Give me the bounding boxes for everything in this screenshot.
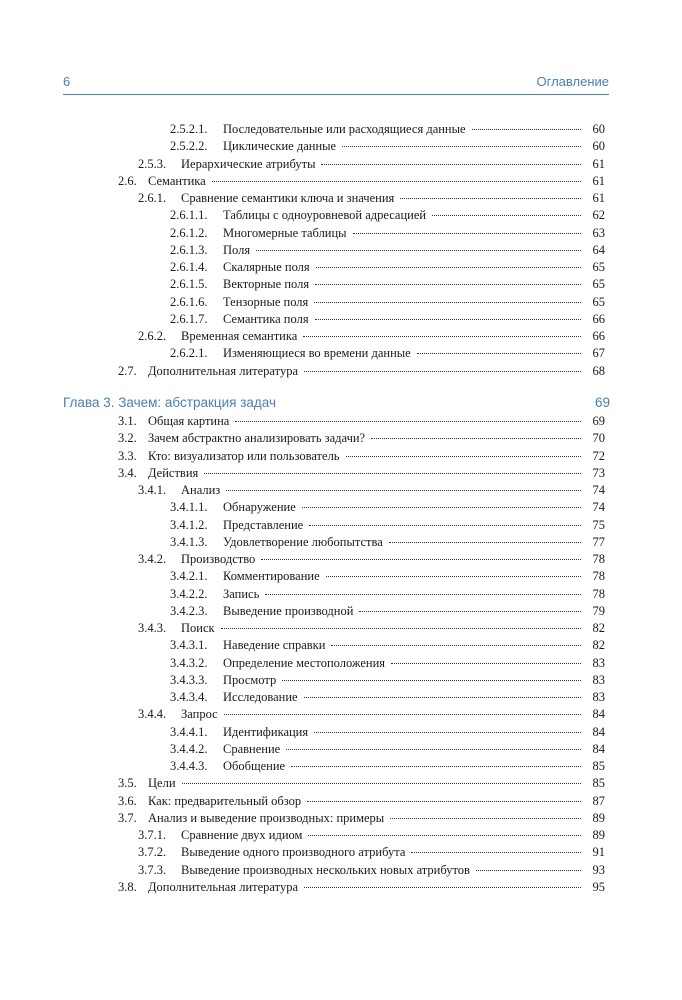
toc-entry-title: Поля bbox=[223, 242, 251, 257]
dot-leader bbox=[286, 748, 581, 750]
dot-leader bbox=[182, 782, 581, 784]
toc-entry-page: 77 bbox=[592, 534, 605, 549]
toc-entry[interactable] bbox=[118, 173, 605, 189]
toc-entry-title: Сравнение bbox=[223, 741, 281, 756]
toc-entry-title: Анализ и выведение производных: примеры bbox=[148, 810, 385, 825]
toc-entry[interactable] bbox=[138, 551, 605, 567]
toc-entry-number: 3.4.1.3. bbox=[170, 534, 208, 549]
toc-entry[interactable] bbox=[170, 138, 605, 154]
toc-entry-number: 3.1. bbox=[118, 414, 137, 428]
toc-entry[interactable] bbox=[170, 655, 605, 671]
dot-leader bbox=[291, 765, 581, 767]
toc-entry-page: 68 bbox=[592, 363, 605, 378]
toc-entry[interactable] bbox=[170, 603, 605, 619]
dot-leader bbox=[315, 283, 581, 285]
toc-entry-number: 3.6. bbox=[118, 793, 137, 808]
toc-entry-title: Выведение производных нескольких новых атрибутов bbox=[181, 862, 470, 877]
toc-entry-title: Выведение одного производного атрибута bbox=[181, 845, 406, 860]
toc-entry[interactable] bbox=[138, 620, 605, 636]
dot-leader bbox=[314, 731, 581, 733]
toc-entry-number: 3.4.2.2. bbox=[170, 586, 208, 601]
toc-entry-page: 85 bbox=[592, 759, 605, 773]
toc-entry[interactable] bbox=[138, 827, 605, 843]
dot-leader bbox=[315, 318, 581, 320]
toc-entry-number: 3.8. bbox=[118, 879, 137, 894]
toc-entry-page: 63 bbox=[592, 225, 605, 240]
toc-entry[interactable] bbox=[118, 448, 605, 464]
toc-entry-title: Как: предварительный обзор bbox=[148, 793, 302, 808]
chapter-title: Глава 3. Зачем: абстракция задач bbox=[63, 395, 277, 410]
toc-entry-title: Представление bbox=[223, 517, 304, 532]
dot-leader bbox=[359, 610, 581, 612]
toc-entry-page: 84 bbox=[592, 724, 605, 739]
dot-leader bbox=[389, 541, 581, 543]
toc-entry-title: Изменяющиеся во времени данные bbox=[223, 346, 411, 361]
dot-leader bbox=[309, 524, 581, 526]
toc-entry-number: 3.4.2. bbox=[138, 552, 167, 566]
toc-entry-title: Иерархические атрибуты bbox=[181, 156, 316, 171]
toc-entry-title: Обнаружение bbox=[223, 500, 296, 515]
toc-entry-page: 83 bbox=[592, 690, 605, 704]
toc-entry-number: 2.6.1.6. bbox=[170, 294, 208, 309]
toc-entry-title: Кто: визуализатор или пользователь bbox=[148, 448, 340, 463]
toc-entry-number: 3.4.1. bbox=[138, 483, 167, 497]
toc-entry-page: 83 bbox=[592, 655, 605, 670]
toc-entry-title: Обобщение bbox=[223, 759, 286, 773]
toc-entry-title: Исследование bbox=[223, 690, 298, 704]
toc-entry-page: 78 bbox=[592, 586, 605, 601]
toc-entry-title: Запись bbox=[223, 586, 260, 601]
dot-leader bbox=[212, 180, 581, 182]
toc-entry[interactable] bbox=[170, 586, 605, 602]
dot-leader bbox=[411, 851, 581, 853]
toc-entry-number: 3.4. bbox=[118, 465, 137, 480]
toc-entry[interactable] bbox=[118, 775, 605, 791]
toc-entry-number: 3.4.4.1. bbox=[170, 724, 208, 739]
toc-entry[interactable] bbox=[138, 328, 605, 344]
toc-entry-title: Сравнение семантики ключа и значения bbox=[181, 191, 395, 205]
toc-entry[interactable] bbox=[138, 190, 605, 206]
toc-entry-page: 74 bbox=[592, 500, 605, 515]
toc-entry[interactable] bbox=[138, 482, 605, 498]
toc-entry-title: Последовательные или расходящиеся данные bbox=[223, 122, 466, 136]
toc-entry-page: 84 bbox=[592, 741, 605, 756]
toc-entry-page: 79 bbox=[592, 603, 605, 618]
toc-entry-number: 2.7. bbox=[118, 363, 137, 378]
toc-entry[interactable] bbox=[170, 499, 605, 515]
toc-entry-page: 93 bbox=[592, 862, 605, 877]
toc-entry-number: 3.4.3.2. bbox=[170, 655, 208, 670]
toc-entry-number: 3.4.2.3. bbox=[170, 603, 208, 618]
toc-entry-number: 3.7.1. bbox=[138, 828, 167, 842]
toc-entry-number: 2.6.1. bbox=[138, 191, 167, 205]
toc-entry-title: Наведение справки bbox=[223, 638, 326, 653]
dot-leader bbox=[204, 472, 581, 474]
toc-entry-number: 3.4.4. bbox=[138, 707, 167, 722]
dot-leader bbox=[304, 886, 581, 888]
dot-leader bbox=[391, 662, 581, 664]
toc-entry-title: Дополнительная литература bbox=[148, 879, 298, 894]
dot-leader bbox=[302, 506, 581, 508]
toc-entry-number: 2.6.1.3. bbox=[170, 242, 208, 257]
toc-entry[interactable] bbox=[138, 706, 605, 722]
toc-entry-title: Дополнительная литература bbox=[148, 363, 298, 378]
toc-entry-page: 82 bbox=[592, 638, 605, 653]
toc-entry[interactable] bbox=[118, 793, 605, 809]
toc-entry-title: Семантика bbox=[148, 173, 206, 188]
toc-entry-number: 3.4.3.1. bbox=[170, 638, 208, 653]
toc-entry-number: 2.6.2.1. bbox=[170, 346, 208, 361]
dot-leader bbox=[346, 455, 581, 457]
dot-leader bbox=[432, 214, 581, 216]
toc-entry-number: 2.6.1.7. bbox=[170, 311, 208, 326]
toc-entry-page: 89 bbox=[592, 810, 605, 825]
toc-entry-title: Циклические данные bbox=[223, 139, 337, 154]
toc-entry[interactable] bbox=[170, 276, 605, 292]
toc-entry[interactable] bbox=[170, 672, 605, 688]
toc-entry-title: Семантика поля bbox=[223, 311, 309, 326]
toc-entry-number: 2.5.3. bbox=[138, 156, 167, 171]
toc-entry-title: Векторные поля bbox=[223, 277, 310, 292]
toc-entry-title: Идентификация bbox=[223, 724, 309, 739]
toc-entry[interactable] bbox=[170, 121, 605, 137]
toc-entry-number: 3.2. bbox=[118, 431, 137, 446]
toc-entry[interactable] bbox=[170, 259, 605, 275]
toc-entry[interactable] bbox=[170, 568, 605, 584]
toc-entry-title: Выведение производной bbox=[223, 603, 354, 618]
toc-entry-page: 95 bbox=[592, 879, 605, 894]
toc-entry[interactable] bbox=[170, 689, 605, 705]
toc-entry-page: 61 bbox=[592, 156, 605, 171]
dot-leader bbox=[321, 163, 581, 165]
toc-entry-number: 2.6.2. bbox=[138, 329, 167, 343]
toc-entry-page: 87 bbox=[592, 793, 605, 808]
toc-entry-number: 3.4.4.3. bbox=[170, 759, 208, 773]
dot-leader bbox=[476, 869, 581, 871]
toc-entry-number: 3.4.1.1. bbox=[170, 500, 208, 515]
toc-entry[interactable] bbox=[170, 534, 605, 550]
toc-entry-number: 3.4.3.3. bbox=[170, 672, 208, 687]
toc-entry-number: 3.4.4.2. bbox=[170, 741, 208, 756]
dot-leader bbox=[417, 352, 581, 354]
toc-entry-title: Поиск bbox=[181, 621, 215, 635]
toc-entry-title: Тензорные поля bbox=[223, 294, 309, 309]
page-number: 6 bbox=[63, 74, 71, 89]
toc-entry-title: Просмотр bbox=[223, 672, 277, 687]
dot-leader bbox=[472, 128, 581, 130]
toc-entry[interactable] bbox=[170, 758, 605, 774]
toc-entry-page: 91 bbox=[592, 845, 605, 860]
chapter-page: 69 bbox=[594, 395, 610, 410]
dot-leader bbox=[326, 575, 581, 577]
toc-entry-number: 2.6.1.4. bbox=[170, 260, 208, 274]
toc-entry-title: Анализ bbox=[181, 483, 221, 497]
toc-entry-title: Запрос bbox=[181, 707, 218, 722]
toc-entry[interactable] bbox=[170, 637, 605, 653]
toc-entry-title: Удовлетворение любопытства bbox=[223, 534, 383, 549]
toc-entry-number: 3.7.3. bbox=[138, 862, 167, 877]
dot-leader bbox=[400, 197, 581, 199]
toc-entry[interactable] bbox=[118, 363, 605, 379]
dot-leader bbox=[304, 696, 581, 698]
dot-leader bbox=[221, 627, 581, 629]
toc-entry-page: 70 bbox=[592, 431, 605, 446]
toc-chapter-entry[interactable] bbox=[63, 395, 610, 411]
toc-entry-page: 82 bbox=[592, 621, 605, 635]
toc-entry-page: 66 bbox=[592, 329, 605, 343]
toc-entry[interactable] bbox=[138, 844, 605, 860]
toc-entry-number: 3.5. bbox=[118, 776, 137, 791]
toc-entry-page: 67 bbox=[592, 346, 605, 361]
toc-entry-number: 3.4.3.4. bbox=[170, 690, 208, 704]
toc-entry-title: Производство bbox=[181, 552, 256, 566]
toc-entry-number: 2.6.1.5. bbox=[170, 277, 208, 292]
toc-entry-title: Зачем абстрактно анализировать задачи? bbox=[148, 431, 366, 446]
toc-entry[interactable] bbox=[118, 430, 605, 446]
toc-entry[interactable] bbox=[170, 225, 605, 241]
toc-entry-page: 85 bbox=[592, 776, 605, 791]
running-title: Оглавление bbox=[536, 74, 609, 89]
toc-entry[interactable] bbox=[118, 879, 605, 895]
dot-leader bbox=[353, 232, 581, 234]
dot-leader bbox=[261, 558, 581, 560]
toc-entry[interactable] bbox=[170, 724, 605, 740]
dot-leader bbox=[304, 370, 581, 372]
dot-leader bbox=[265, 593, 581, 595]
toc-entry-page: 78 bbox=[592, 552, 605, 566]
toc-entry-page: 65 bbox=[592, 277, 605, 292]
toc-entry-number: 2.5.2.2. bbox=[170, 139, 208, 154]
toc-entry-page: 75 bbox=[592, 517, 605, 532]
dot-leader bbox=[226, 489, 581, 491]
dot-leader bbox=[390, 817, 581, 819]
dot-leader bbox=[307, 800, 581, 802]
toc-entry[interactable] bbox=[118, 413, 605, 429]
toc-entry-number: 3.4.2.1. bbox=[170, 569, 208, 584]
toc-entry-title: Цели bbox=[148, 776, 176, 791]
toc-entry[interactable] bbox=[138, 862, 605, 878]
toc-entry-title: Временная семантика bbox=[181, 329, 298, 343]
toc-entry-title: Комментирование bbox=[223, 569, 320, 584]
toc-entry-page: 69 bbox=[592, 414, 605, 428]
toc-entry-page: 73 bbox=[592, 465, 605, 480]
toc-entry-page: 62 bbox=[592, 208, 605, 223]
toc-entry-number: 3.7. bbox=[118, 810, 137, 825]
toc-entry-number: 3.3. bbox=[118, 448, 137, 463]
toc-entry-number: 3.4.3. bbox=[138, 621, 167, 635]
dot-leader bbox=[282, 679, 581, 681]
dot-leader bbox=[316, 266, 581, 268]
toc-entry[interactable] bbox=[170, 517, 605, 533]
toc-entry-page: 61 bbox=[592, 173, 605, 188]
toc-entry[interactable] bbox=[118, 465, 605, 481]
toc-entry[interactable] bbox=[170, 207, 605, 223]
dot-leader bbox=[308, 834, 581, 836]
toc-entry-page: 64 bbox=[592, 242, 605, 257]
toc-entry-page: 60 bbox=[592, 122, 605, 136]
toc-entry-page: 61 bbox=[592, 191, 605, 205]
dot-leader bbox=[314, 301, 581, 303]
toc-entry-page: 84 bbox=[592, 707, 605, 722]
toc-entry-page: 65 bbox=[592, 260, 605, 274]
toc-entry[interactable] bbox=[118, 810, 605, 826]
toc-entry-page: 66 bbox=[592, 311, 605, 326]
toc-entry[interactable] bbox=[170, 311, 605, 327]
toc-entry-number: 2.6.1.2. bbox=[170, 225, 208, 240]
dot-leader bbox=[331, 644, 581, 646]
toc-entry-title: Общая картина bbox=[148, 414, 230, 428]
toc-entry-page: 89 bbox=[592, 828, 605, 842]
toc-entry-title: Действия bbox=[148, 465, 199, 480]
toc-entry-page: 60 bbox=[592, 139, 605, 154]
dot-leader bbox=[256, 249, 581, 251]
toc-entry-number: 3.4.1.2. bbox=[170, 517, 208, 532]
toc-entry[interactable] bbox=[170, 242, 605, 258]
toc-entry-number: 3.7.2. bbox=[138, 845, 167, 860]
toc-entry[interactable] bbox=[170, 294, 605, 310]
toc-entry-page: 65 bbox=[592, 294, 605, 309]
dot-leader bbox=[235, 420, 581, 422]
toc-entry-title: Сравнение двух идиом bbox=[181, 828, 303, 842]
toc-entry-title: Таблицы с одноуровневой адресацией bbox=[223, 208, 427, 223]
toc-entry-title: Определение местоположения bbox=[223, 655, 386, 670]
toc-entry[interactable] bbox=[170, 345, 605, 361]
toc-entry-page: 72 bbox=[592, 448, 605, 463]
toc-entry-number: 2.5.2.1. bbox=[170, 122, 208, 136]
dot-leader bbox=[342, 145, 581, 147]
dot-leader bbox=[224, 713, 581, 715]
toc-entry-page: 74 bbox=[592, 483, 605, 497]
dot-leader bbox=[303, 335, 581, 337]
toc-entry-title: Многомерные таблицы bbox=[223, 225, 347, 240]
toc-entry[interactable] bbox=[170, 741, 605, 757]
toc-entry-page: 78 bbox=[592, 569, 605, 584]
toc-entry-number: 2.6.1.1. bbox=[170, 208, 208, 223]
toc-entry-title: Скалярные поля bbox=[223, 260, 310, 274]
toc-entry[interactable] bbox=[138, 156, 605, 172]
dot-leader bbox=[371, 437, 581, 439]
toc-entry-number: 2.6. bbox=[118, 173, 137, 188]
toc-entry-page: 83 bbox=[592, 672, 605, 687]
